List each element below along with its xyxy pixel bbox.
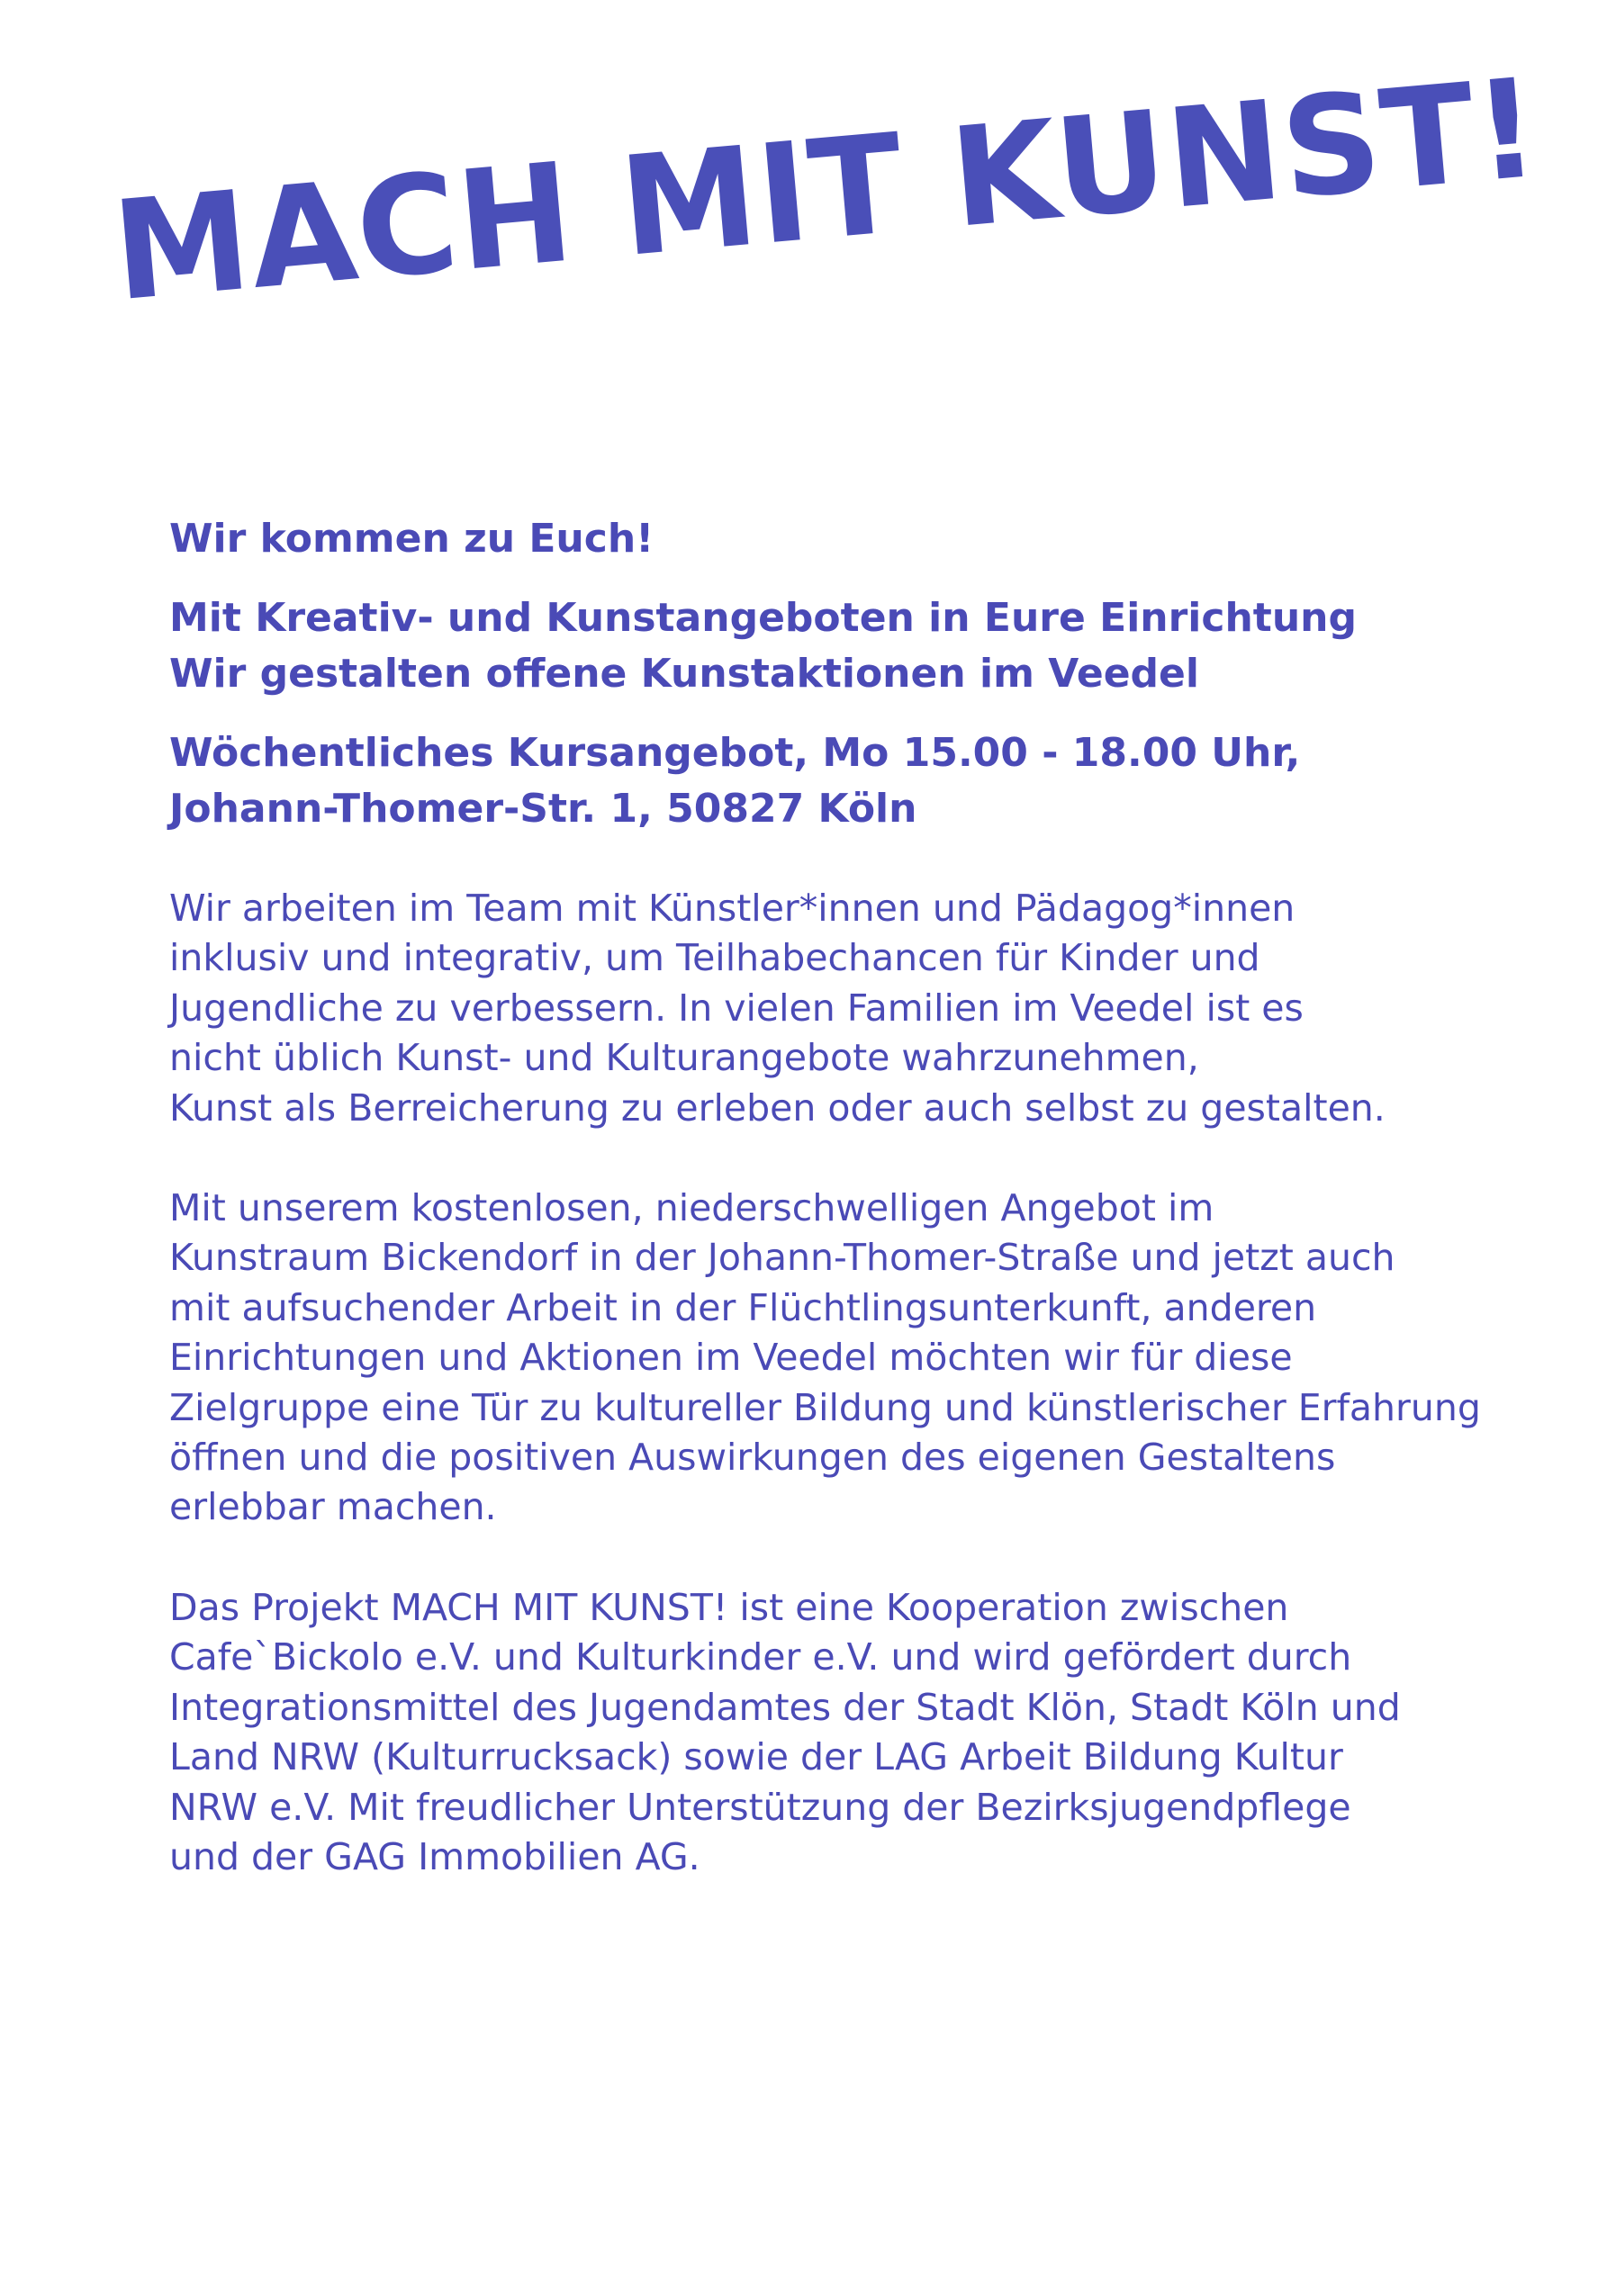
paragraph-line: NRW e.V. Mit freudlicher Unterstützung der Bezirksjugendpflege (169, 1785, 1351, 1829)
paragraph-line: öffnen und die positiven Auswirkungen des eigenen Gestaltens (169, 1436, 1336, 1480)
paragraph-line: Das Projekt MACH MIT KUNST! ist eine Kooperation zwischen (169, 1585, 1289, 1629)
paragraph-line: Wir arbeiten im Team mit Künstler*innen und Pädagog*innen (169, 887, 1296, 930)
paragraph-line: Land NRW (Kulturrucksack) sowie der LAG Arbeit Bildung Kultur (169, 1735, 1343, 1779)
schedule-line: Wöchentliches Kursangebot, Mo 15.00 - 18.00 Uhr, (169, 730, 1301, 776)
intro-heading (169, 511, 1502, 567)
paragraph-line: Cafe`Bickolo e.V. und Kulturkinder e.V. und wird gefördert durch (169, 1635, 1352, 1679)
paragraph-line: Integrationsmittel des Jugendamtes der Stadt Klön, Stadt Köln und (169, 1685, 1401, 1729)
offer-heading (169, 590, 1502, 702)
paragraph-offer (169, 1184, 1502, 1533)
paragraph-line: Jugendliche zu verbessern. In vielen Familien im Veedel ist es (169, 986, 1304, 1030)
paragraph-team (169, 884, 1502, 1133)
offer-line: Mit Kreativ- und Kunstangeboten in Eure Einrichtung (169, 595, 1357, 641)
paragraph-line: Kunstraum Bickendorf in der Johann-Thomer-Straße und jetzt auch (169, 1236, 1395, 1280)
address-line: Johann-Thomer-Str. 1, 50827 Köln (169, 786, 917, 832)
paragraph-line: erlebbar machen. (169, 1485, 497, 1529)
paragraph-line: Einrichtungen und Aktionen im Veedel möchten wir für diese (169, 1336, 1293, 1380)
paragraph-project (169, 1583, 1502, 1882)
flyer-content (169, 511, 1502, 1882)
paragraph-line: Zielgruppe eine Tür zu kultureller Bildung und künstlerischer Erfahrung (169, 1385, 1481, 1429)
paragraph-line: Mit unserem kostenlosen, niederschwelligen Angebot im (169, 1186, 1214, 1230)
schedule-heading (169, 725, 1502, 837)
paragraph-line: inklusiv und integrativ, um Teilhabechancen für Kinder und (169, 936, 1260, 980)
paragraph-line: mit aufsuchender Arbeit in der Flüchtlingsunterkunft, anderen (169, 1285, 1317, 1329)
paragraph-line: nicht üblich Kunst- und Kulturangebote wahrzunehmen, (169, 1036, 1199, 1080)
headline: MACH MIT KUNST! (106, 48, 1546, 332)
paragraph-line: und der GAG Immobilien AG. (169, 1834, 700, 1878)
offer-line: Wir gestalten offene Kunstaktionen im Veedel (169, 651, 1199, 697)
paragraph-line: Kunst als Berreicherung zu erleben oder auch selbst zu gestalten. (169, 1085, 1386, 1130)
intro-line: Wir kommen zu Euch! (169, 516, 655, 562)
